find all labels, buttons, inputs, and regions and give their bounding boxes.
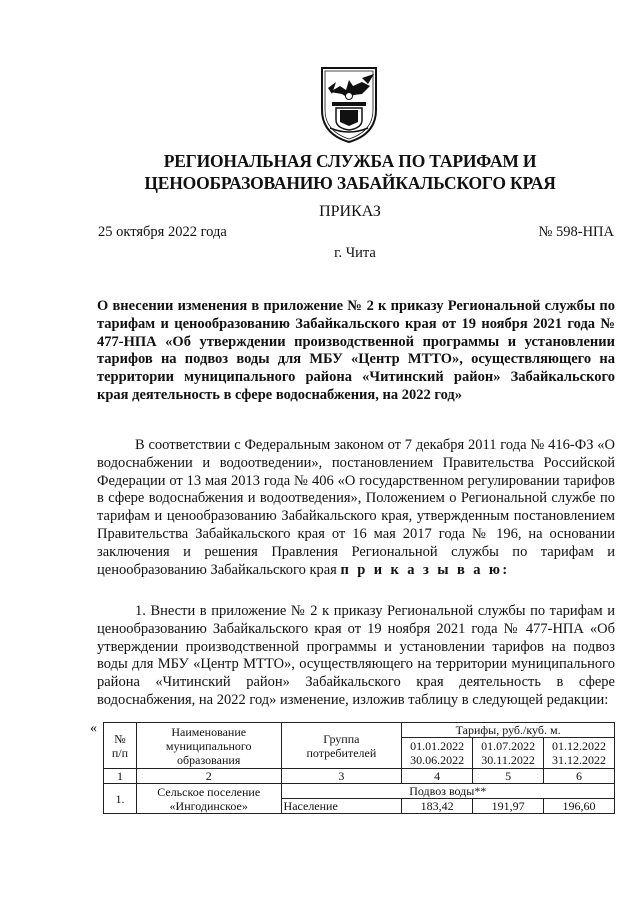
org-name-line-1: РЕГИОНАЛЬНАЯ СЛУЖБА ПО ТАРИФАМ И [163, 151, 537, 171]
decree-word: п р и к а з ы в а ю: [340, 561, 510, 578]
header-consumer-group: Группа потребителей [281, 723, 402, 769]
header-period: 01.01.2022 30.06.2022 [402, 738, 473, 769]
tariff-value: 191,97 [473, 799, 544, 814]
index-cell: 6 [544, 769, 615, 784]
tariff-value: 196,60 [544, 799, 615, 814]
organization-name [60, 150, 640, 194]
coat-of-arms-emblem [318, 64, 380, 144]
table-row [104, 784, 615, 799]
header-period: 01.07.2022 30.11.2022 [473, 738, 544, 769]
header-tariffs: Тарифы, руб./куб. м. [402, 723, 615, 738]
index-cell: 2 [136, 769, 281, 784]
header-num: № п/п [104, 723, 137, 769]
tariff-table [103, 722, 615, 814]
row-number: 1. [104, 784, 137, 814]
settlement-name: Сельское поселение «Ингодинское» [136, 784, 281, 814]
preamble-paragraph [97, 437, 615, 579]
service-name: Подвоз воды** [281, 784, 614, 799]
header-municipality: Наименование муниципального образования [136, 723, 281, 769]
tariff-value: 183,42 [402, 799, 473, 814]
header-period: 01.12.2022 31.12.2022 [544, 738, 615, 769]
item-1-paragraph: 1. Внести в приложение № 2 к приказу Региональной службы по тарифам и ценообразованию Забайкальского края от 19 ноября 2021 года № 477-НПА «Об утверждении производственной программы и установлении тарифов на подвоз воды для МБУ «Центр МТТО», осуществляющего на территории муниципального района «Читинский район» Забайкальского края деятельность в сфере водоснабжения, на 2022 год» изменение, изложив таблицу в следующей редакции: [97, 603, 615, 708]
document-city: г. Чита [334, 245, 376, 261]
preamble-text: В соответствии с Федеральным законом от 7 декабря 2011 года № 416-ФЗ «О водоснабжении и водоотведении», постановлением Правительства Российской Федерации от 13 мая 2013 года № 406 «О государственном регулировании тарифов в сфере водоснабжения и водоотведения», Положением о Региональной службе по тарифам и ценообразованию Забайкальского края, утвержденным постановлением Правительства Забайкальского края от 16 мая 2017 года № 196, на основании заключения и решения Правления Региональной службы по тарифам и ценообразованию Забайкальского края [97, 437, 615, 578]
document-type: ПРИКАЗ [319, 203, 381, 220]
index-cell: 3 [281, 769, 402, 784]
index-cell: 5 [473, 769, 544, 784]
index-row [104, 769, 615, 784]
document-number: № 598-НПА [538, 224, 614, 240]
consumer-group: Население [281, 799, 402, 814]
index-cell: 1 [104, 769, 137, 784]
order-title: О внесении изменения в приложение № 2 к приказу Региональной службы по тарифам и ценообразованию Забайкальского края от 19 ноября 2021 года № 477-НПА «Об утверждении производственной программы и установлении тарифов на подвоз воды для МБУ «Центр МТТО», осуществляющего на территории муниципального района «Читинский район» Забайкальского края деятельность в сфере водоснабжения, на 2022 год» [97, 298, 615, 403]
document-date: 25 октября 2022 года [98, 224, 227, 240]
index-cell: 4 [402, 769, 473, 784]
table-open-quote: « [90, 721, 97, 736]
org-name-line-2: ЦЕНООБРАЗОВАНИЮ ЗАБАЙКАЛЬСКОГО КРАЯ [144, 173, 556, 193]
